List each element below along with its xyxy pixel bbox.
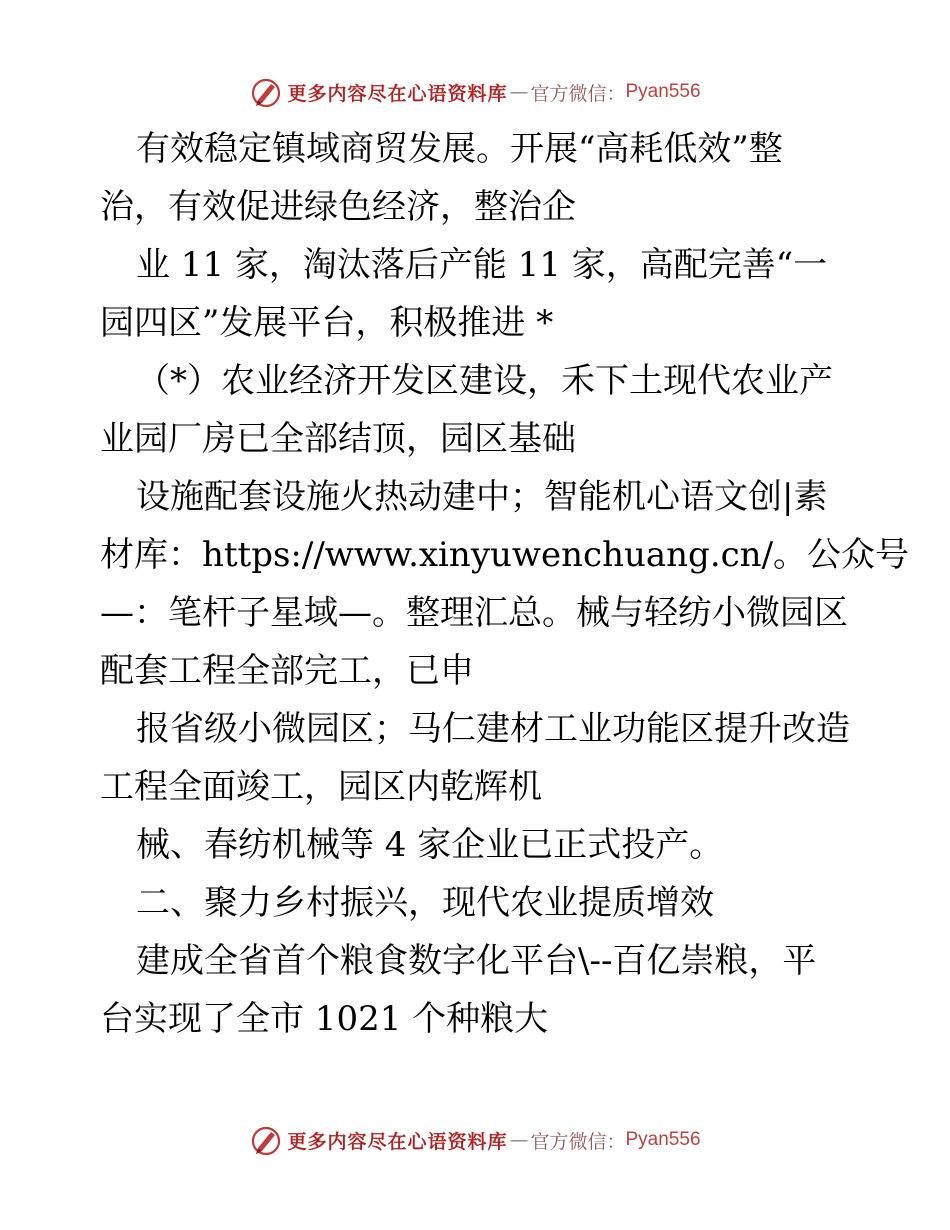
site-name: 更多内容尽在心语资料库 — [287, 82, 508, 105]
text-line: （*）农业经济开发区建设，禾下土现代农业产 — [136, 361, 833, 401]
text-line: 建成全省首个粮食数字化平台\--百亿崇粮，平 — [136, 941, 817, 981]
wechat-id: Pyan556 — [625, 1129, 701, 1150]
document-body — [100, 120, 910, 1048]
banner-separator: — — [509, 81, 529, 103]
banner-separator: — — [509, 1129, 529, 1151]
pen-logo-icon — [249, 75, 283, 109]
text-line: 有效稳定镇域商贸发展。开展“高耗低效”整 — [136, 129, 783, 169]
site-name: 更多内容尽在心语资料库 — [287, 1130, 508, 1153]
contact-label: 官方微信： — [530, 1130, 626, 1153]
text-line: —：笔杆子星域—。整理汇总。械与轻纺小微园区 — [100, 593, 848, 633]
wechat-id: Pyan556 — [625, 81, 701, 102]
text-line: 台实现了全市 1021 个种粮大 — [100, 999, 549, 1039]
contact-label: 官方微信： — [530, 82, 626, 105]
text-line: 械、春纺机械等 4 家企业已正式投产。 — [136, 825, 724, 865]
text-line: 业 11 家，淘汰落后产能 11 家，高配完善“一 — [136, 245, 828, 285]
header-banner — [0, 72, 950, 112]
footer-banner — [0, 1120, 950, 1160]
text-line: 园四区”发展平台，积极推进 * — [100, 303, 554, 343]
text-line: 二、聚力乡村振兴，现代农业提质增效 — [136, 883, 714, 923]
text-line: 业园厂房已全部结顶，园区基础 — [100, 419, 576, 459]
text-line: 报省级小微园区；马仁建材工业功能区提升改造 — [136, 709, 850, 749]
pen-logo-icon — [249, 1123, 283, 1157]
text-line: 工程全面竣工，园区内乾辉机 — [100, 767, 542, 807]
text-line: 材库：https://www.xinyuwenchuang.cn/。公众号 — [100, 535, 910, 575]
text-line: 治，有效促进绿色经济，整治企 — [100, 187, 576, 227]
text-line: 配套工程全部完工，已申 — [100, 651, 474, 691]
text-line: 设施配套设施火热动建中；智能机心语文创|素 — [136, 477, 828, 517]
